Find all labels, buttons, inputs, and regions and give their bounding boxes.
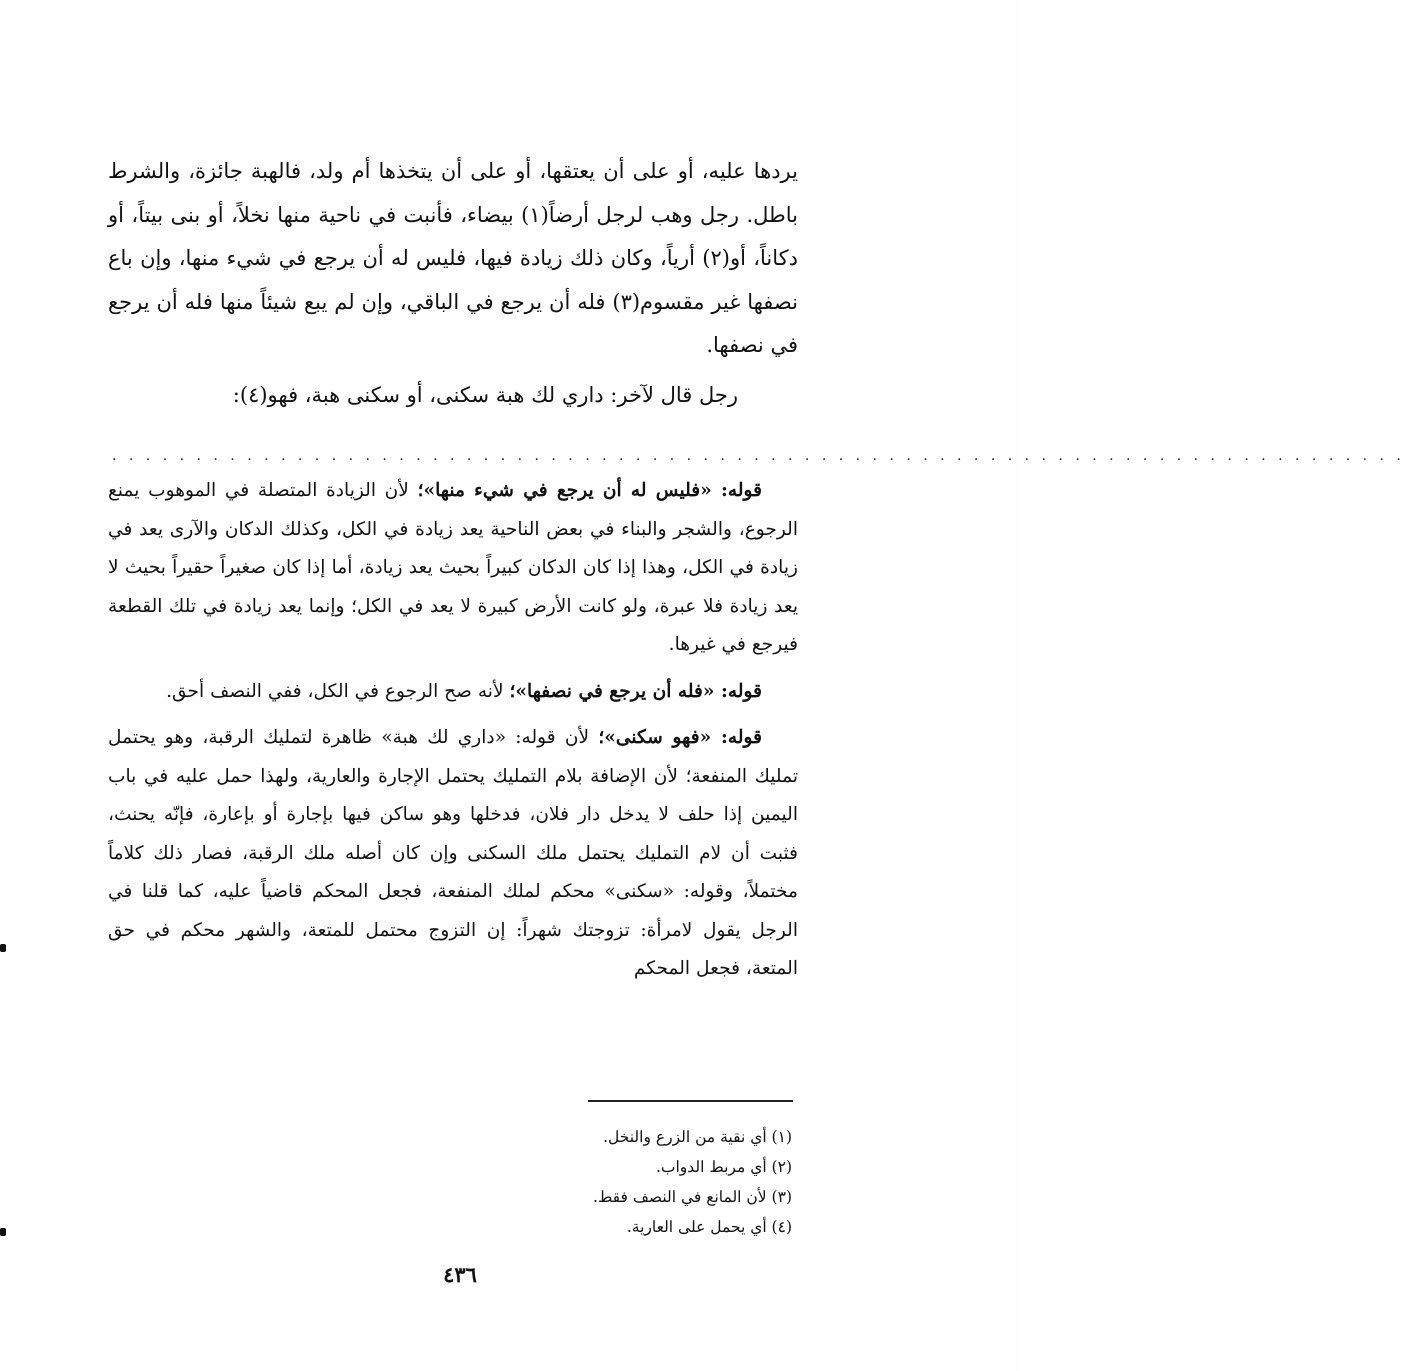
commentary-text: لأن قوله: «داري لك هبة» ظاهرة لتمليك الرقبة، وهو يحتمل تمليك المنفعة؛ لأن الإضافة بلام التمليك يحتمل الإجارة والعارية، ولهذا حمل عليه في باب اليمين إذا حلف لا يدخل دار فلان، فدخلها وهو ساكن فيها بإجارة أو بإعارة، فإنّه يحنث، فثبت أن لام التمليك يحتمل ملك السكنى وإن كان أصله ملك الرقبة، فصار ذلك كلاماً مختملاً، وقوله: «سكنى» محكم لملك المنفعة، فجعل المحكم قاضياً عليه، كما قلنا في الرجل يقول لامرأة: تزوجتك شهراً: إن التزوج محتمل للمتعة، والشهر محكم في حق المتعة، فجعل المحكم [108,727,798,979]
commentary-paragraph [108,719,798,989]
commentary-paragraph [108,673,798,712]
commentary-text: لأن الزيادة المتصلة في الموهوب يمنع الرجوع، والشجر والبناء في بعض الناحية يعد زيادة في الكل، وكذلك الدكان والآرى يعد في زيادة في الكل، وهذا إذا كان الدكان كبيراً بحيث يعد زيادة، أما إذا كان صغيراً حقيراً بحيث لا يعد زيادة فلا عبرة، ولو كانت الأرض كبيرة لا يعد في الكل؛ وإنما يعد زيادة في تلك القطعة فيرجع في غيرها. [108,480,798,655]
dotted-separator: . . . . . . . . . . . . . . . . . . . . . . . . . . . . . . . . . . . . . . . . . . . . . . . . . . . . . . . . . . . . . . . . . . . . . . . . . . . . . [112,448,1405,464]
footnote: (١) أي نقية من الزرع والنخل. [603,1128,792,1146]
commentary-paragraph [108,472,798,665]
footnotes [300,1122,792,1242]
footnote: (٤) أي يحمل على العارية. [626,1218,792,1236]
commentary-lead: قوله: «فليس له أن يرجع في شيء منها»؛ [417,480,762,501]
footnote-divider [588,1100,793,1102]
commentary-lead: قوله: «فهو سكنى»؛ [598,727,762,748]
scan-edge-mark [0,1228,6,1236]
scan-edge-mark [0,944,6,952]
main-paragraph: رجل قال لآخر: داري لك هبة سكنى، أو سكنى هبة، فهو(٤): [232,382,738,407]
page-number: ٤٣٦ [443,1262,477,1287]
commentary-lead: قوله: «فله أن يرجع في نصفها»؛ [509,680,762,702]
footnote: (٣) لأن المانع في النصف فقط. [593,1188,792,1206]
footnote: (٢) أي مربط الدواب. [655,1158,792,1176]
commentary-text: لأنه صح الرجوع في الكل، ففي النصف أحق. [166,680,510,702]
commentary [108,472,798,997]
main-text [108,150,798,417]
main-paragraph: يردها عليه، أو على أن يعتقها، أو على أن يتخذها أم ولد، فالهبة جائزة، والشرط باطل. رجل وهب لرجل أرضاً(١) بيضاء، فأنبت في ناحية منها نخلاً، أو بنى بيتاً، أو دكاناً، أو(٢) أرياً، وكان ذلك زيادة فيها، فليس له أن يرجع في شيء منها، وإن باع نصفها غير مقسوم(٣) فله أن يرجع في الباقي، وإن لم يبع شيئاً منها فله أن يرجع في نصفها. [108,159,798,357]
